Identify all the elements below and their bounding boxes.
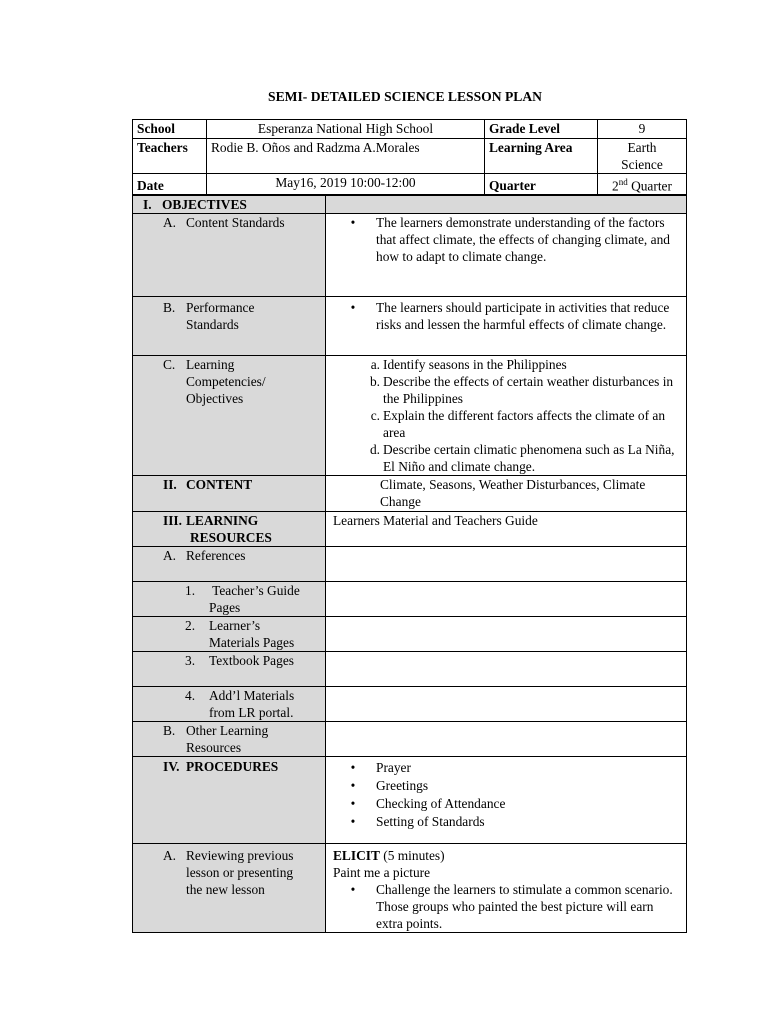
performance-standards-label: B. Performance Standards <box>133 297 326 356</box>
content-heading: II. CONTENT <box>133 476 326 512</box>
other-learning-resources-label: B. Other Learning Resources <box>133 722 326 757</box>
references-label: A. References <box>133 547 326 582</box>
content-standards-value: • The learners demonstrate understanding of the factors that affect climate, the effects of changing climate, and how to adapt to climate change. <box>326 214 687 297</box>
content-standards-label: A. Content Standards <box>133 214 326 297</box>
date-label: Date <box>133 174 207 195</box>
document-title: SEMI- DETAILED SCIENCE LESSON PLAN <box>268 89 542 104</box>
learning-area-label: Learning Area <box>485 139 598 174</box>
procedures-value <box>326 757 687 844</box>
teachers-label: Teachers <box>133 139 207 174</box>
learning-competencies-label: C. Learning Competencies/ Objectives <box>133 356 326 476</box>
elicit-line: ELICIT (5 minutes) <box>333 848 445 863</box>
competency-item: d. Describe certain climatic phenomena such as La Niña, El Niño and climate change. <box>369 442 675 474</box>
procedure-item: • Setting of Standards <box>350 814 485 829</box>
learning-resources-heading: III. LEARNING RESOURCES <box>133 512 326 547</box>
objectives-value <box>326 196 687 214</box>
lesson-plan-table <box>132 195 687 933</box>
teachers-value: Rodie B. Oños and Radzma A.Morales <box>207 139 485 174</box>
other-learning-resources-value <box>326 722 687 757</box>
content-value: Climate, Seasons, Weather Disturbances, Climate Change <box>326 476 687 512</box>
quarter-label: Quarter <box>485 174 598 195</box>
learning-area-line1: Earth <box>627 140 657 155</box>
learners-materials-pages-label: 2. Learner’s Materials Pages <box>133 617 326 652</box>
competency-item: c. Explain the different factors affects the climate of an area <box>370 408 666 440</box>
quarter-value: 2nd Quarter <box>598 174 687 195</box>
procedure-item: • Prayer <box>350 760 411 775</box>
date-value: May16, 2019 10:00-12:00 <box>207 174 485 195</box>
teachers-guide-pages-value <box>326 582 687 617</box>
learning-resources-value: Learners Material and Teachers Guide <box>326 512 687 547</box>
references-value <box>326 547 687 582</box>
procedure-item: • Greetings <box>350 778 429 793</box>
learning-area-value <box>598 139 687 174</box>
learning-competencies-value <box>326 356 687 476</box>
activity-title: Paint me a picture <box>333 865 431 880</box>
performance-standards-text: The learners should participate in activities that reduce risks and lessen the harmful effects of climate change. <box>376 300 670 332</box>
textbook-pages-value <box>326 652 687 687</box>
school-label: School <box>133 120 207 139</box>
additional-materials-label: 4. Add’l Materials from LR portal. <box>133 687 326 722</box>
textbook-pages-label: 3. Textbook Pages <box>133 652 326 687</box>
competency-item: b. Describe the effects of certain weather disturbances in the Philippines <box>369 374 674 406</box>
procedures-heading: IV. PROCEDURES <box>133 757 326 844</box>
learning-area-line2: Science <box>621 157 663 172</box>
school-value: Esperanza National High School <box>207 120 485 139</box>
reviewing-lesson-label: A. Reviewing previous lesson or presenting the new lesson <box>133 844 326 933</box>
performance-standards-value: • The learners should participate in activities that reduce risks and lessen the harmful effects of climate change. <box>326 297 687 356</box>
activity-bullet: • Challenge the learners to stimulate a common scenario. Those groups who painted the best picture will earn extra points. <box>350 882 673 931</box>
reviewing-lesson-value <box>326 844 687 933</box>
header-table <box>132 119 687 195</box>
learners-materials-pages-value <box>326 617 687 652</box>
objectives-heading: I. OBJECTIVES <box>133 196 326 214</box>
content-standards-text: The learners demonstrate understanding of the factors that affect climate, the effects of changing climate, and how to adapt to climate change. <box>376 215 670 264</box>
competency-item: a. Identify seasons in the Philippines <box>370 357 567 372</box>
teachers-guide-pages-label: 1. Teacher’s Guide Pages <box>133 582 326 617</box>
additional-materials-value <box>326 687 687 722</box>
grade-level-label: Grade Level <box>485 120 598 139</box>
procedure-item: • Checking of Attendance <box>350 796 506 811</box>
grade-level-value: 9 <box>598 120 687 139</box>
